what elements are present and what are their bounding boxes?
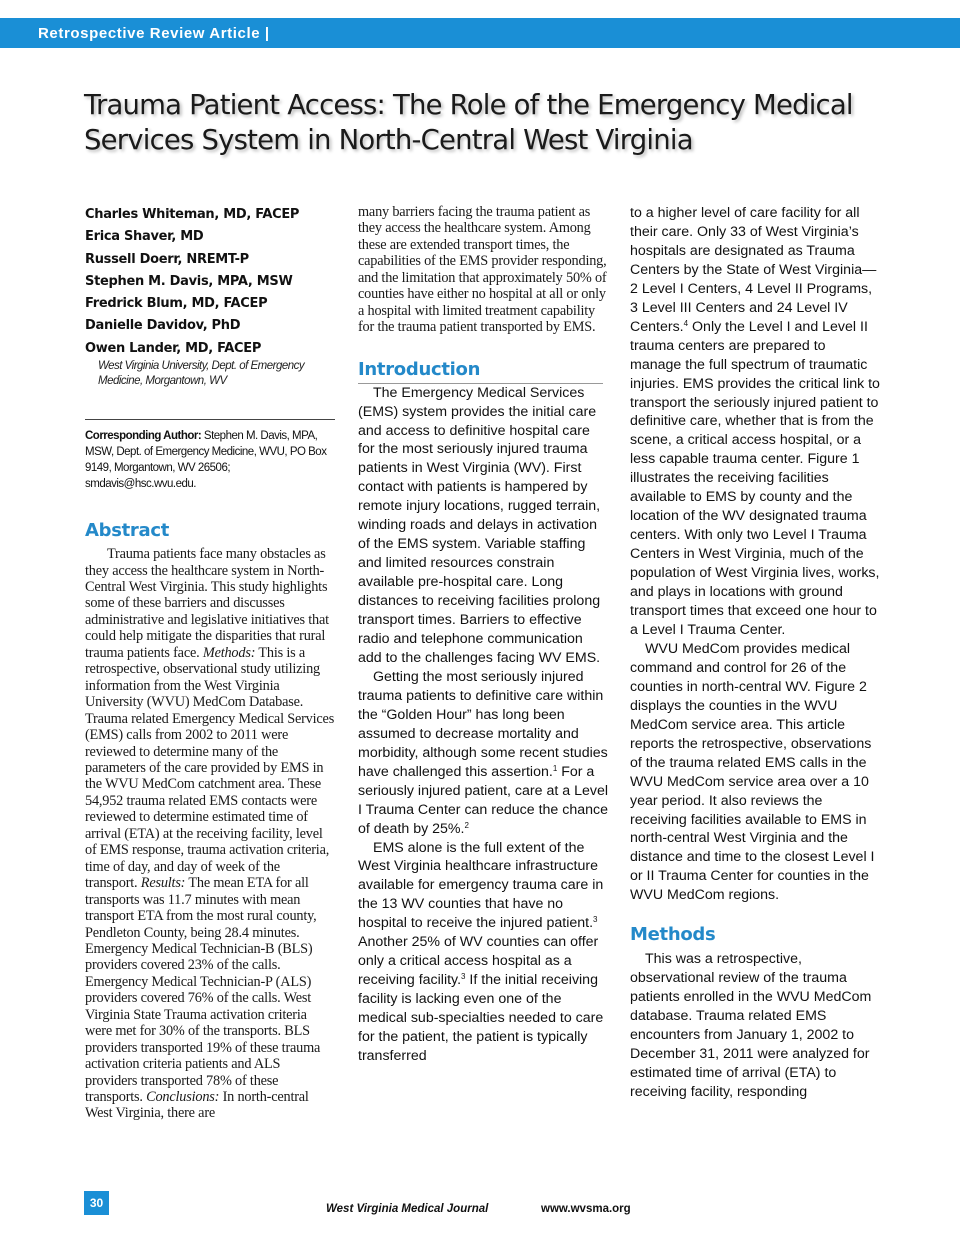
methods-heading: Methods bbox=[630, 924, 716, 946]
author-name: Charles Whiteman, MD, FACEP bbox=[85, 207, 300, 222]
intro-text: Another 25% of WV counties can offer only a critical access hospital as a receiving facility. bbox=[358, 934, 599, 989]
intro-paragraph-3 bbox=[358, 839, 608, 1066]
abstract-heading: Abstract bbox=[85, 520, 170, 542]
abstract-conclusions-label: Conclusions: bbox=[146, 1089, 220, 1106]
reference-marker: 1 bbox=[552, 763, 558, 773]
intro-paragraph-4: WVU MedCom provides medical command and control for 26 of the counties in north-central WV. Figure 2 displays the counties in the WVU MedCom service area. This article reports the retrospective, observations of the trauma related EMS calls in the WVU MedCom service area over a 10 year period. It also reviews the receiving facilities available to EMS in north-central West Virginia and the distance and time to the closest Level I or II Trauma Center for counties in the WVU MedCom regions. bbox=[630, 640, 875, 904]
section-label: Retrospective Review Article | bbox=[38, 25, 270, 42]
journal-website: www.wvsma.org bbox=[541, 1203, 631, 1215]
introduction-heading: Introduction bbox=[358, 359, 603, 384]
author-name: Owen Lander, MD, FACEP bbox=[85, 340, 262, 356]
intro-text: EMS alone is the full extent of the West Virginia healthcare infrastructure available for emergency trauma care in the 13 WV counties that have no hospital to receive the injured patient. bbox=[358, 839, 604, 932]
intro-text: For a seriously injured patient, care at a Level I Trauma Center can reduce the chance of death by 25%. bbox=[358, 763, 608, 837]
intro-text: Getting the most seriously injured trauma patients to definitive care within the “Golden Hour” has long been assumed to decrease mortality and morbidity, although some recent studies have challenged this assertion. bbox=[358, 668, 608, 780]
author-affiliation: West Virginia University, Dept. of Emergency Medicine, Morgantown, WV bbox=[98, 360, 305, 388]
intro-paragraph-3-continued bbox=[630, 204, 880, 640]
abstract-text bbox=[85, 546, 335, 1122]
column-middle bbox=[358, 204, 608, 1066]
author-name: Erica Shaver, MD bbox=[85, 229, 204, 245]
column-right bbox=[630, 204, 880, 1102]
page-number: 30 bbox=[84, 1191, 109, 1215]
author-name: Danielle Davidov, PhD bbox=[85, 318, 241, 334]
abstract-conclusions: In north-central West Virginia, there are bbox=[85, 1089, 309, 1122]
abstract-background: Trauma patients face many obstacles as they access the healthcare system in North-Central West Virginia. This study highlights some of these barriers and discusses administrative and legislative initiatives that could help mitigate the disparities that rural trauma patients face. bbox=[85, 546, 329, 661]
intro-paragraph-2 bbox=[358, 668, 608, 839]
author-list bbox=[85, 204, 335, 360]
article-title: Trauma Patient Access: The Role of the Emergency Medical Services System in North-Central West Virginia bbox=[84, 89, 853, 156]
corresponding-text: Stephen M. Davis, MPA, MSW, Dept. of Emergency Medicine, WVU, PO Box 9149, Morgantown, WV 26506; smdavis@hsc.wvu.edu. bbox=[85, 430, 327, 491]
abstract-results: The mean ETA for all transports was 11.7 minutes with mean transport ETA from the most rural county, Pendleton County, being 28.4 minutes. Emergency Medical Technician-B (BLS) providers covered 23% of the calls. Emergency Medical Technician-P (ALS) providers covered 76% of the calls. West Virginia State Trauma activation criteria were met for 30% of the transports. BLS providers transported 19% of these trauma activation criteria patients and ALS providers transported 78% of these transports. bbox=[85, 875, 321, 1106]
reference-marker: 4 bbox=[683, 318, 689, 328]
corresponding-label: Corresponding Author: bbox=[85, 430, 202, 443]
corresponding-author bbox=[85, 419, 335, 492]
abstract-methods-label: Methods: bbox=[202, 644, 256, 661]
reference-marker: 3 bbox=[461, 972, 466, 982]
intro-paragraph-1: The Emergency Medical Services (EMS) system provides the initial care and access to definitive hospital care for the most seriously injured trauma patients in West Virginia (WV). First contact with patients is hampered by remote injury locations, rugged terrain, winding roads and delays in activation of the EMS system. Variable staffing and limited resources constrain available pre-hospital care. Long distances to receiving facilities prolong transport times. Barriers to effective radio and telephone communication add to the challenges facing WV EMS. bbox=[358, 384, 601, 666]
abstract-results-label: Results: bbox=[140, 875, 186, 892]
column-left bbox=[85, 204, 335, 1122]
abstract-methods: This is a retrospective, observational study utilizing information from the West Virginia University (WVU) MedCom Database. Trauma related Emergency Medical Services (EMS) calls from 2002 to 2011 were reviewed to determine many of the parameters of the care provided by EMS in the WVU MedCom catchment area. These 54,952 trauma related EMS contacts were reviewed to determine estimated time of arrival (ETA) at the receiving facility, level of EMS response, trauma activation criteria, time of day, and day of week of the transport. bbox=[85, 644, 335, 892]
author-name: Fredrick Blum, MD, FACEP bbox=[85, 296, 268, 312]
author-name: Russell Doerr, NREMT-P bbox=[85, 251, 249, 267]
abstract-continuation: many barriers facing the trauma patient as they access the healthcare system. Among these are extended transport times, the capabilities of the EMS provider responding, and the limitation that approximately 50% of counties have either no hospital at all or only a hospital with limited treatment capability for the trauma patient transported by EMS. bbox=[358, 204, 607, 336]
reference-marker: 3 bbox=[593, 915, 598, 925]
section-banner bbox=[0, 18, 960, 48]
intro-text: Only the Level I and Level II trauma centers are prepared to manage the full spectrum of traumatic injuries. EMS provides the critical link to transport the seriously injured patient to definitive care, whether that is from the scene, a critical access hospital, or a less capable trauma center. Figure 1 illustrates the receiving facilities available to EMS by county and the location of the WV designated trauma centers. With only two Level I Trauma Centers in West Virginia, much of the population of West Virginia lives, works, and plays in locations with ground transport times that exceed one hour to a Level I Trauma Center. bbox=[630, 318, 880, 638]
methods-paragraph-1: This was a retrospective, observational review of the trauma patients enrolled in the WVU MedCom database. Trauma related EMS encounters from January 1, 2002 to December 31, 2011 were analyzed for estimated time of arrival (ETA) to receiving facility, responding bbox=[630, 951, 872, 1100]
reference-marker: 2 bbox=[464, 820, 469, 830]
intro-text: If the initial receiving facility is lacking even one of the medical sub-specialties needed to care for the patient, the patient is typically transferred bbox=[358, 972, 604, 1064]
journal-name: West Virginia Medical Journal bbox=[326, 1203, 489, 1215]
intro-text: to a higher level of care facility for all their care. Only 33 of West Virginia’s hospitals are designated as Trauma Centers by the State of West Virginia—2 Level I Centers, 4 Level II Programs, 3 Level III Centers and 24 Level IV Centers. bbox=[630, 205, 877, 335]
author-name: Stephen M. Davis, MPA, MSW bbox=[85, 273, 293, 289]
